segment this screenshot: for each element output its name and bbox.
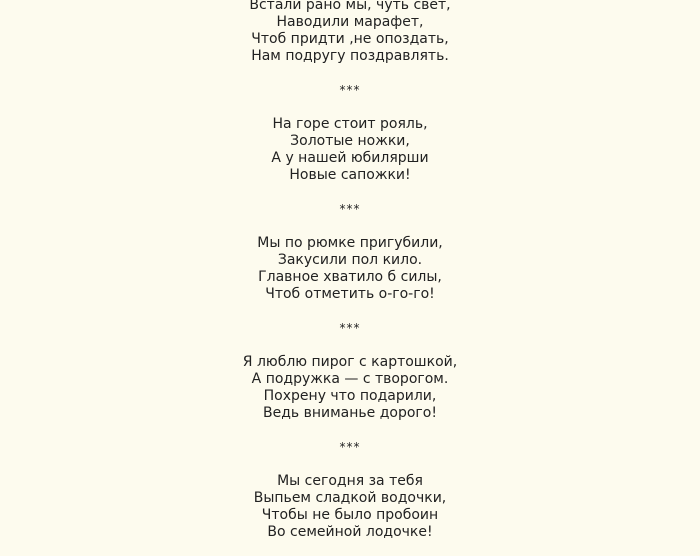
stanza-4 — [0, 354, 700, 422]
stanza-separator: *** — [339, 83, 361, 97]
stanza-5 — [0, 473, 700, 541]
poem-line: Ведь вниманье дорого! — [263, 405, 437, 421]
poem-line: Новые сапожки! — [289, 167, 411, 183]
poem-line: На горе стоит рояль, — [272, 116, 428, 132]
stanza-separator: *** — [339, 202, 361, 216]
poem-line: А подружка — с творогом. — [251, 371, 449, 387]
poem-line: Мы сегодня за тебя — [277, 473, 423, 489]
poem-line: А у нашей юбилярши — [271, 150, 429, 166]
stanza-2 — [0, 116, 700, 184]
stanza-separator: *** — [339, 440, 361, 454]
poem-line: Выпьем сладкой водочки, — [253, 490, 447, 506]
poem-line: Похрену что подарили, — [263, 388, 437, 404]
poem-line: Во семейной лодочке! — [267, 524, 433, 540]
poem-line: Нам подругу поздравлять. — [251, 48, 449, 64]
poem-line: Золотые ножки, — [290, 133, 410, 149]
poem-line: Чтобы не было пробоин — [261, 507, 439, 523]
poem-line: Наводили марафет, — [276, 14, 424, 30]
stanza-1 — [0, 0, 700, 65]
poem-line: Чтоб придти ,не опоздать, — [251, 31, 449, 47]
stanza-separator: *** — [339, 321, 361, 335]
poem-line: Мы по рюмке пригубили, — [257, 235, 443, 251]
poem-line: Чтоб отметить о-го-го! — [265, 286, 435, 302]
poem-line: Главное хватило б силы, — [258, 269, 442, 285]
stanza-3 — [0, 235, 700, 303]
poem-line: Я люблю пирог с картошкой, — [242, 354, 458, 370]
poem-line: Закусили пол кило. — [277, 252, 423, 268]
poem-line: Встали рано мы, чуть свет, — [249, 0, 451, 13]
